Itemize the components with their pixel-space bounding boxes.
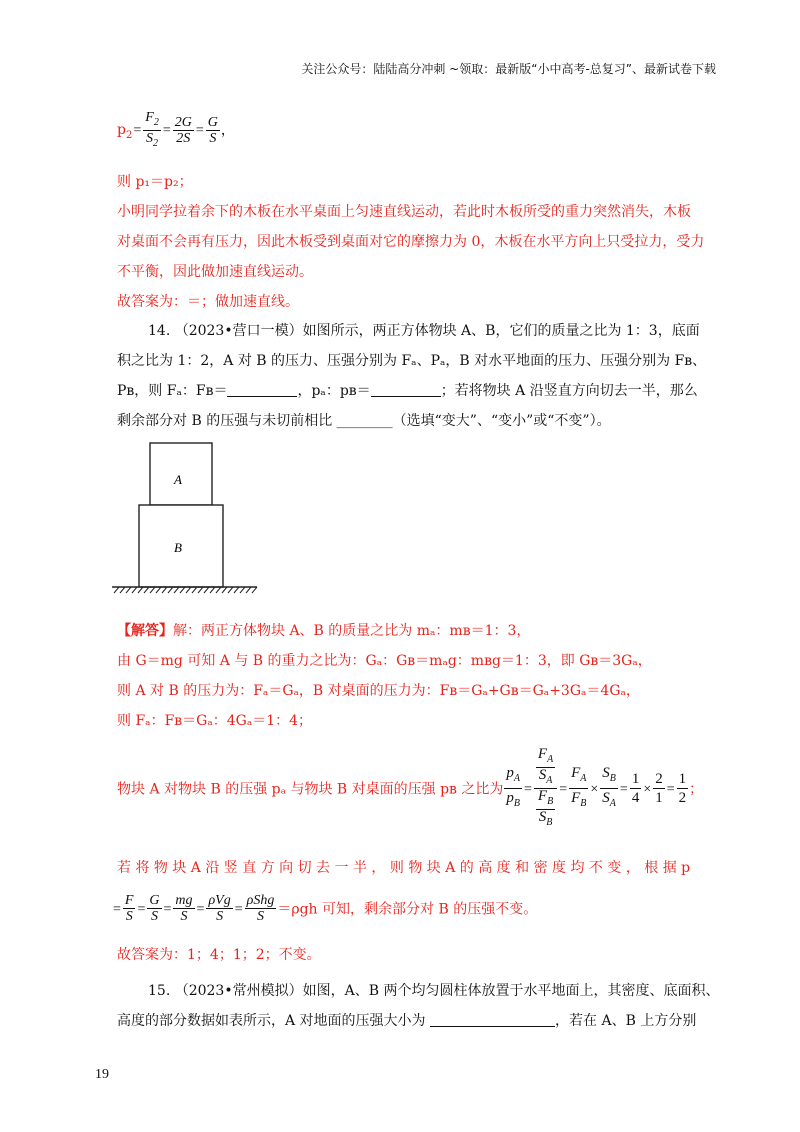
blank-force-ratio[interactable]	[227, 382, 297, 397]
two-over-one: $\frac{2}{1}$	[655, 771, 663, 806]
solution-tag: 【解答】	[117, 623, 173, 639]
page-number: 19	[95, 1067, 109, 1082]
then-line: 则 p₁＝p₂；	[117, 174, 193, 190]
blocks-diagram	[112, 440, 262, 595]
pa-over-pb: $\frac{p_A}{p_B}$	[506, 765, 521, 809]
solution-line-3: 则 A 对 B 的压力为：Fₐ＝Gₐ，B 对桌面的压力为：Fʙ＝Gₐ+Gʙ＝Gₐ+3Gₐ＝4Gₐ，	[117, 683, 640, 699]
solution-line-4: 则 Fₐ：Fʙ＝Gₐ：4Gₐ＝1：4；	[117, 713, 313, 729]
solution-line-5: 物块 A 对物块 B 的压强 pₐ 与物块 B 对桌面的压强 pʙ 之比为 $\frac{p_A}{p_B}$ = $\frac{\frac{F_A}{S_A}}{\frac{F_B}{S_B}}$ = $\frac{F_A}{F_B}$ × $\frac{S_B}{S_A}$ = $\frac{1}{4}$ × $\frac{2}{1}$ = $\frac{1}{2}$ ；	[117, 746, 704, 828]
pressure-formula: = $\frac{F}{S}$ = $\frac{G}{S}$ = $\frac{mg}{S}$ = $\frac{\text{ρVg}}{S}$ = $\frac{\text{ρShg}}{S}$	[113, 893, 275, 924]
page-header: 关注公众号：陆陆高分冲刺 ~领取：最新版“小中高考-总复习”、最新试卷下载	[301, 62, 716, 76]
q14-line-3: Pʙ，则 Fₐ：Fʙ＝ ，pₐ：pʙ＝ ；若将物块 A 沿竖直方向切去一半，那么	[117, 383, 698, 399]
para-line-2: 对桌面不会再有压力，因此木板受到桌面对它的摩擦力为 0，木板在水平方向上只受拉力，受力	[117, 234, 705, 250]
q15-line-1: 15. （2023•常州模拟）如图，A、B 两个均匀圆柱体放置于水平地面上，其密度、底面积、	[148, 983, 720, 999]
solution-line-1: 【解答】解：两正方体物块 A、B 的质量之比为 mₐ：mʙ＝1：3，	[117, 623, 531, 639]
solution-line-6: 若 将 物 块 A 沿 竖 直 方 向 切 去 一 半 ， 则 物 块 A 的 高 度 和 密 度 均 不 变 ， 根 据 p	[117, 860, 691, 876]
answer-line-14: 故答案为：1；4；1；2；不变。	[117, 947, 321, 963]
compound-fraction: $\frac{\frac{F_A}{S_A}}{\frac{F_B}{S_B}}$	[534, 747, 557, 830]
q14-line-2: 积之比为 1：2，A 对 B 的压力、压强分别为 Fₐ、Pₐ，B 对水平地面的压力、压强分别为 Fʙ、	[117, 353, 707, 369]
rhoshg-over-s: $\frac{\text{ρShg}}{S}$	[246, 893, 275, 924]
p2-symbol: $p_2$	[117, 122, 133, 142]
ground-hatching	[114, 587, 257, 593]
solution-line-7: = $\frac{F}{S}$ = $\frac{G}{S}$ = $\frac{mg}{S}$ = $\frac{\text{ρVg}}{S}$ = $\frac{\text{ρShg}}{S}$ ＝ρgh 可知，剩余部分对 B 的压强不变。	[113, 893, 538, 924]
blank-a-pressure[interactable]	[430, 1012, 555, 1027]
blank-pressure-ratio[interactable]	[371, 382, 441, 397]
sb-over-sa: $\frac{S_B}{S_A}$	[602, 765, 616, 809]
fa-over-fb: $\frac{F_A}{F_B}$	[571, 765, 587, 809]
mg-over-s: $\frac{mg}{S}$	[175, 893, 193, 924]
pressure-ratio-formula: $\frac{p_A}{p_B}$ = $\frac{\frac{F_A}{S_A}}{\frac{F_B}{S_B}}$ = $\frac{F_A}{F_B}$ × $\frac{S_B}{S_A}$ = $\frac{1}{4}$ × $\frac{2}{1}$ = $\frac{1}{2}$	[506, 746, 687, 828]
one-quarter: $\frac{1}{4}$	[631, 771, 640, 806]
2g-over-2s: $\frac{2G}{2S}$	[174, 114, 192, 146]
q15-line-2: 高度的部分数据如表所示，A 对地面的压强大小为 ，若在 A、B 上方分别	[117, 1013, 697, 1029]
f-over-s: $\frac{F}{S}$	[124, 893, 134, 924]
g-over-s: $\frac{G}{S}$	[207, 114, 218, 146]
para-line-3: 不平衡，因此做加速直线运动。	[117, 264, 313, 280]
g-over-s-2: $\frac{G}{S}$	[149, 893, 160, 924]
solution-line-2: 由 G＝mg 可知 A 与 B 的重力之比为：Gₐ：Gʙ＝mₐg：mʙg＝1：3，即 Gʙ＝3Gₐ，	[117, 653, 652, 669]
block-b-label: B	[174, 540, 182, 555]
block-a-label: A	[174, 472, 182, 487]
q14-line-1: 14. （2023•营口一模）如图所示，两正方体物块 A、B，它们的质量之比为 1：3，底面	[148, 323, 700, 339]
p2-formula: $p_2=$ $\frac{F_2}{S_2}$ = $\frac{2G}{2S}$ = $\frac{G}{S}$ ，	[117, 110, 235, 149]
answer-line-13: 故答案为：＝；做加速直线。	[117, 294, 299, 310]
rhovg-over-s: $\frac{\text{ρVg}}{S}$	[208, 893, 231, 924]
q14-line-4: 剩余部分对 B 的压强与未切前相比 ________（选填“变大”、“变小”或“不变”）。	[117, 413, 611, 429]
f2-over-s2: $\frac{F_2}{S_2}$	[145, 110, 159, 149]
para-line-1: 小明同学拉着余下的木板在水平桌面上匀速直线运动，若此时木板所受的重力突然消失，木板	[117, 204, 691, 220]
one-half: $\frac{1}{2}$	[678, 771, 687, 806]
